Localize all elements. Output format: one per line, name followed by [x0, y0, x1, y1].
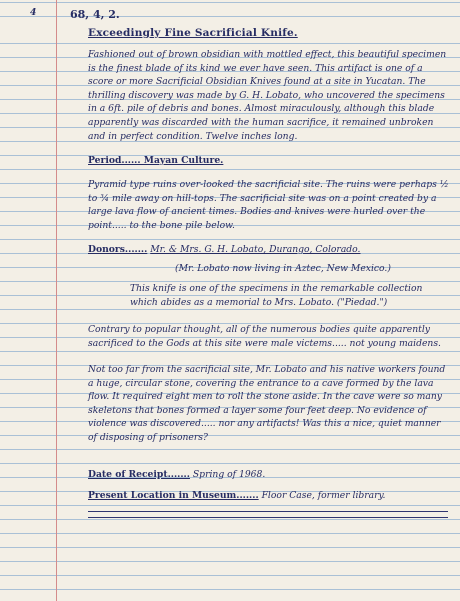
page-number: 4	[30, 7, 37, 18]
catalog-number: 68, 4, 2.	[70, 8, 120, 21]
date-of-receipt-label: Date of Receipt.......	[88, 469, 190, 480]
date-of-receipt-value: Spring of 1968.	[192, 469, 266, 480]
period-heading: Period...... Mayan Culture.	[88, 155, 224, 166]
museum-location-line	[88, 489, 450, 503]
closing-rule-top	[88, 511, 448, 512]
collection-note: This knife is one of the specimens in the remarkable collection which abides as a memorial to Mrs. Lobato. ("Piedad.")	[130, 283, 423, 308]
donors-line	[88, 243, 450, 257]
donors-label: Donors.......	[88, 244, 148, 255]
museum-location-label: Present Location in Museum.......	[88, 490, 259, 501]
cave-paragraph: Not too far from the sacrificial site, Mr. Lobato and his native workers found a huge, circular stone, covering the entrance to a cave formed by the lava flow. It required eight men to roll the stone aside. In the cave were so many skeletons that bones formed a layer some four feet deep. No evidence of violence was discovered..... nor any artifacts! Was this a nice, quiet manner of disposing of prisoners?	[88, 364, 446, 443]
museum-location-value: Floor Case, former library.	[261, 490, 386, 501]
period-paragraph: Pyramid type ruins over-looked the sacrificial site. The ruins were perhaps ½ to ¾ mile away on hill-tops. The sacrificial site was on a point created by a large lava flow of ancient times. Bodies and knives were hurled over the point..... to the bone pile below.	[88, 179, 449, 231]
victims-paragraph: Contrary to popular thought, all of the numerous bodies quite apparently sacrificed to the Gods at this site were male victems..... not young maidens.	[88, 324, 441, 349]
date-of-receipt-line	[88, 468, 450, 482]
donors-value: Mr. & Mrs. G. H. Lobato, Durango, Colorado.	[150, 244, 361, 255]
entry-title: Exceedingly Fine Sacrificial Knife.	[88, 27, 298, 39]
margin-line	[56, 0, 57, 601]
donors-note: (Mr. Lobato now living in Aztec, New Mexico.)	[175, 263, 391, 274]
description-paragraph: Fashioned out of brown obsidian with mottled effect, this beautiful specimen is the finest blade of its kind we ever have seen. This artifact is one of a score or more Sacrificial Obsidian Knives found at a site in Yucatan. The thrilling discovery was made by G. H. Lobato, who uncovered the specimens in a 6ft. pile of debris and bones. Almost miraculously, although this blade apparently was discarded with the human sacrifice, it remained unbroken and in perfect condition. Twelve inches long.	[88, 49, 447, 142]
closing-rule-bottom	[88, 517, 448, 518]
